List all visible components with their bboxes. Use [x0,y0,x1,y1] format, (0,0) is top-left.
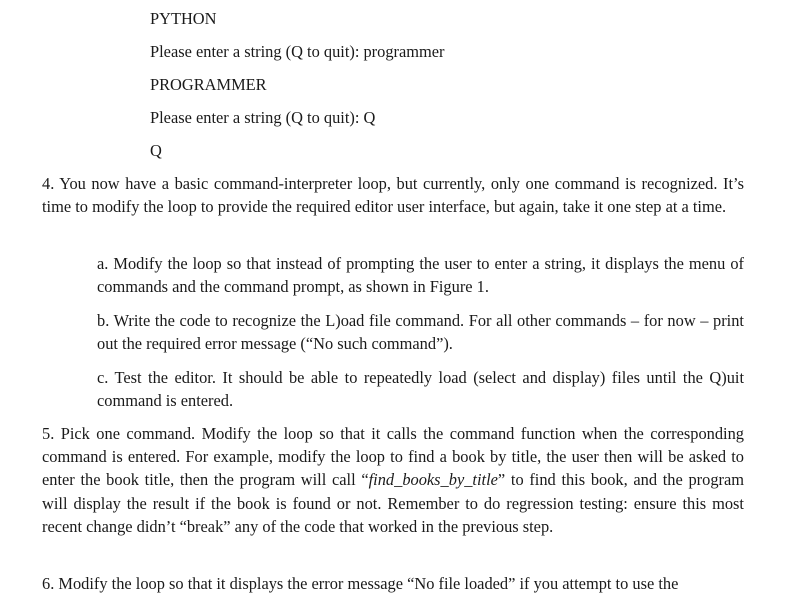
console-line-5: Q [150,141,162,160]
step-6-paragraph: 6. Modify the loop so that it displays the error message “No file loaded” if you attempt to use the [42,574,679,593]
step-5-function-name: find_books_by_title [368,470,498,490]
step-4-paragraph: 4. You now have a basic command-interpreter loop, but currently, only one command is recognized. It’s time to modify the loop to provide the required editor user interface, but again, take it one step at a time. [42,174,744,217]
step-4b-paragraph: b. Write the code to recognize the L)oad file command. For all other commands – for now – print out the required error message (“No such command”). [97,311,744,354]
step-5-paragraph [42,422,744,538]
step-5-text-part1: 5. Pick one command. Modify the loop so that it calls the command function when the corresponding command is entered. For example, modify the loop to find a book by title, the user then will be asked to enter the book title, then the program will call “ [42,424,744,490]
step-4c-paragraph: c. Test the editor. It should be able to repeatedly load (select and display) files until the Q)uit command is entered. [97,368,744,411]
console-line-1: PYTHON [150,9,217,28]
console-line-4: Please enter a string (Q to quit): Q [150,108,376,127]
step-4a-paragraph: a. Modify the loop so that instead of prompting the user to enter a string, it displays the menu of commands and the command prompt, as shown in Figure 1. [97,254,744,297]
console-line-3: PROGRAMMER [150,75,267,94]
console-line-2: Please enter a string (Q to quit): programmer [150,42,445,61]
step-5-text-part2: ” to find this book, and the program will display the result if the book is found or not. Remember to do regression testing: ensure this most recent change didn’t “break” any of the code that worked in the previous step. [42,470,744,536]
